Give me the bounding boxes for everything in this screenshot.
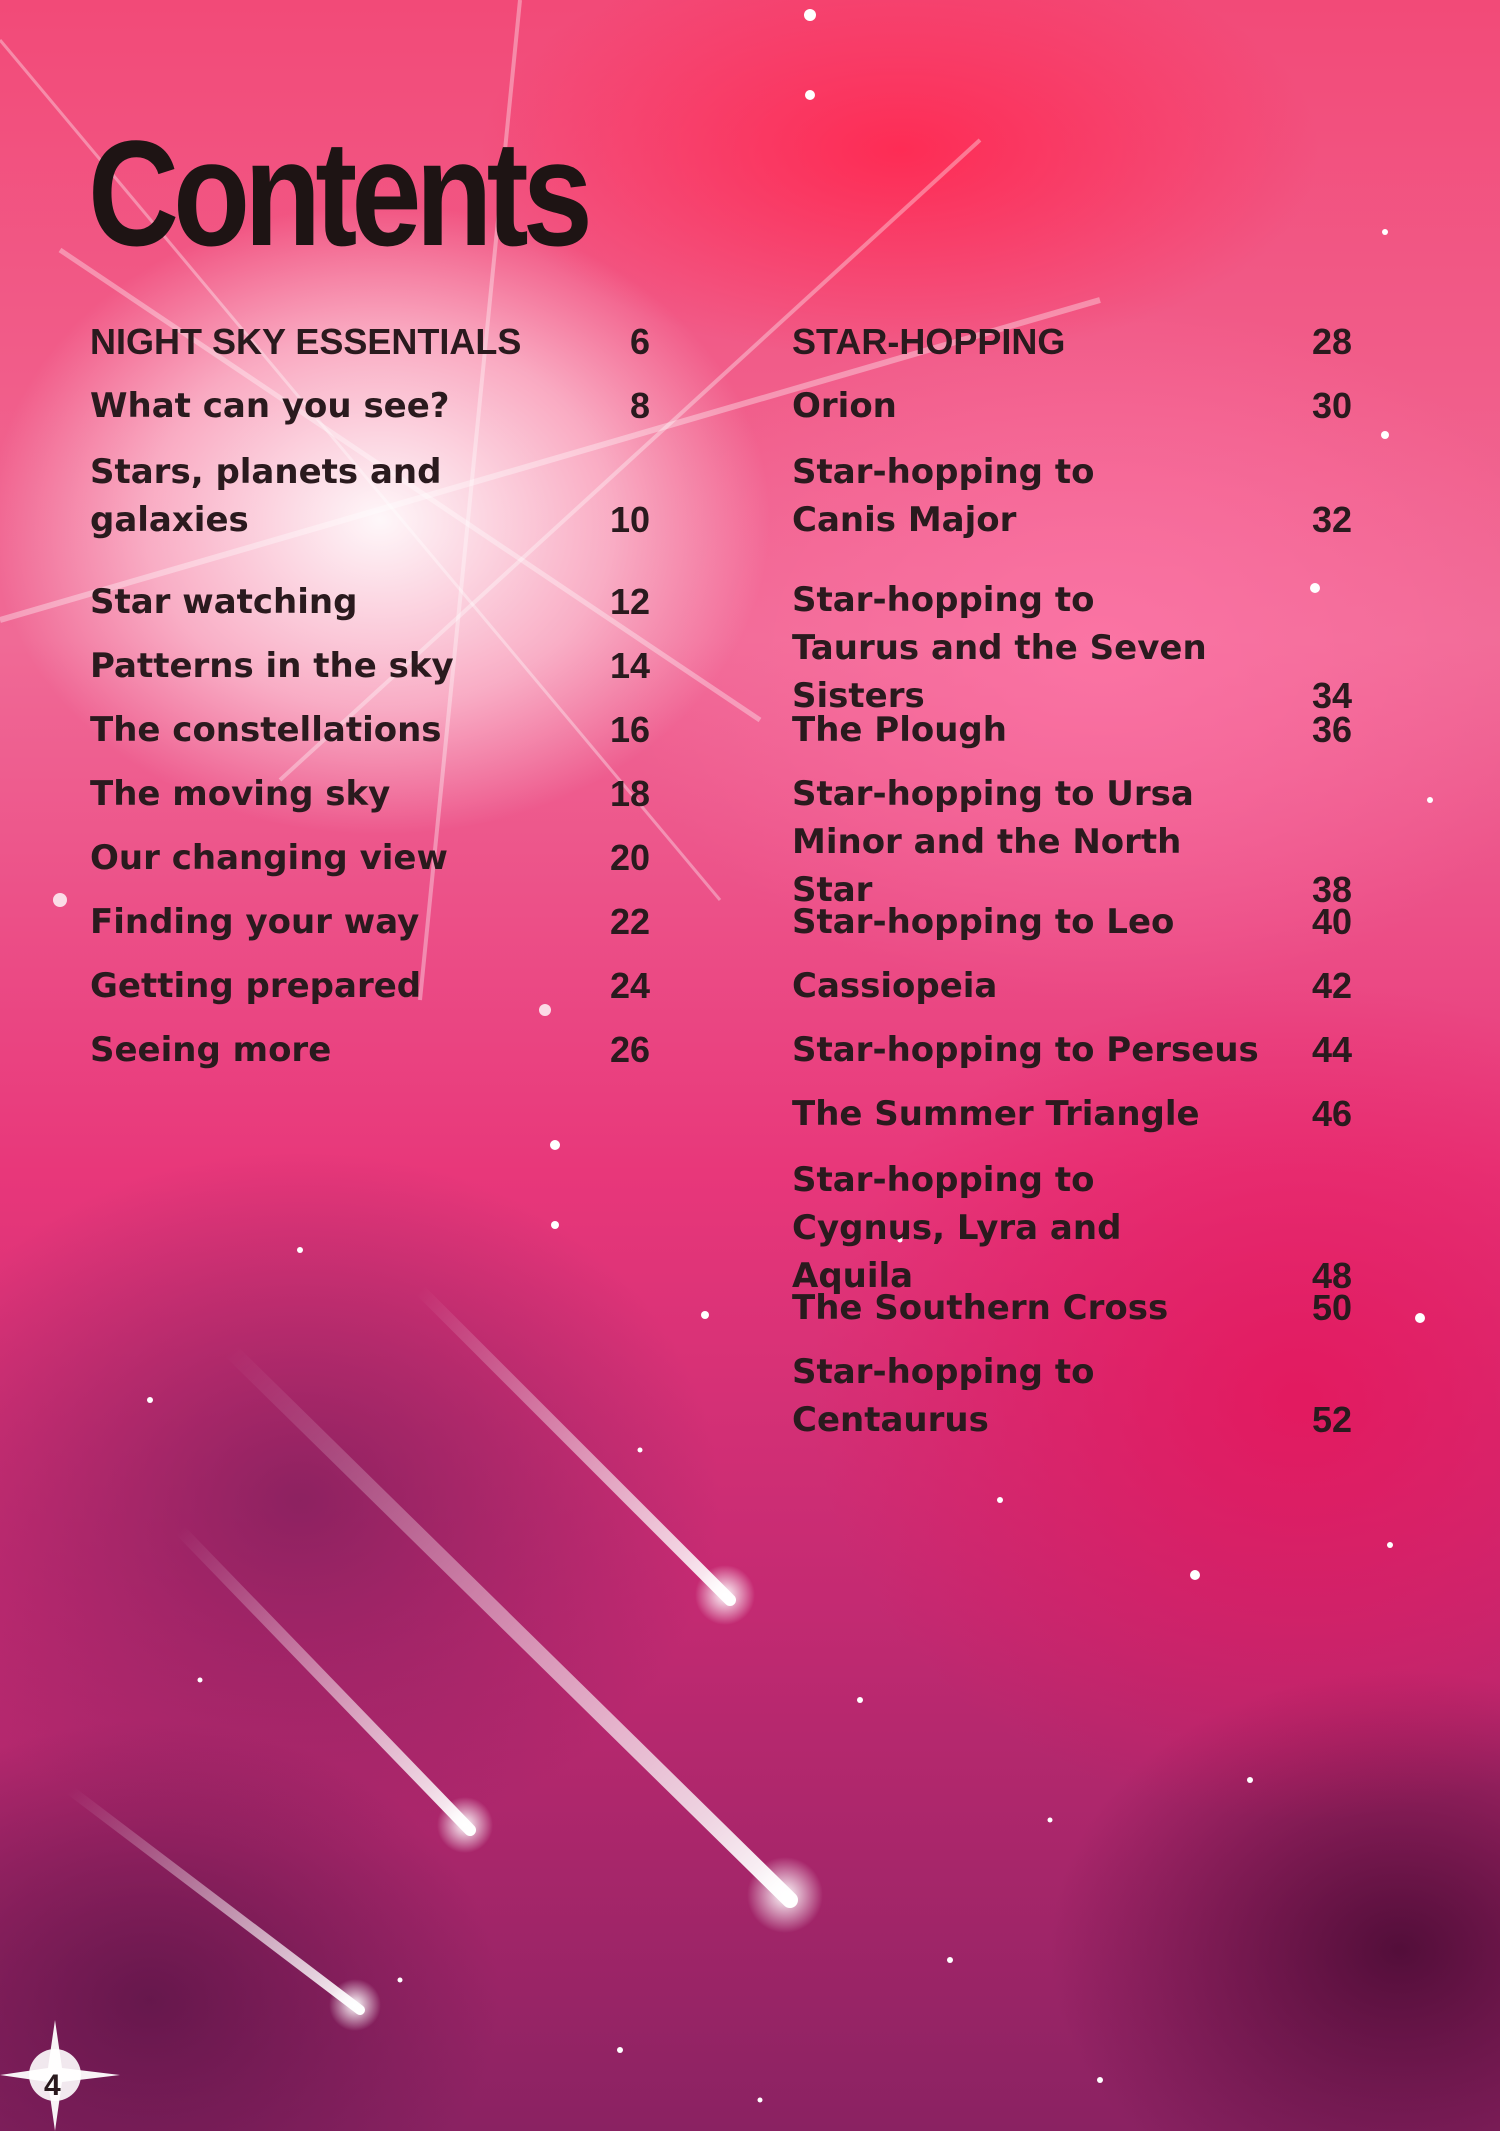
toc-page-number: 30 [1311,385,1352,426]
toc-entry-title: Patterns in the sky [90,646,454,686]
toc-entry-title: Getting prepared [90,966,422,1006]
toc-entry-title: What can you see? [90,386,450,426]
toc-entry-title: NIGHT SKY ESSENTIALS [90,321,522,362]
toc-entry-title: Star-hopping to Canis Major [792,452,1095,540]
toc-entry [792,706,1352,754]
toc-entry-title: The Southern Cross [792,1288,1169,1328]
toc-entry-title: The Summer Triangle [792,1094,1200,1134]
toc-page-number: 46 [1311,1093,1352,1134]
toc-entry [792,1156,1352,1300]
toc-entry-title: The constellations [90,710,442,750]
toc-page-number: 44 [1311,1029,1352,1070]
toc-entry [90,382,650,430]
toc-entry [792,1348,1352,1444]
toc-section-heading [90,318,650,366]
toc-entry [90,642,650,690]
toc-page-number: 40 [1311,901,1352,942]
toc-page-number: 26 [609,1029,650,1070]
toc-page-number: 32 [1311,499,1352,540]
toc-entry [90,706,650,754]
toc-entry-title: Star watching [90,582,358,622]
toc-entry [792,1090,1352,1138]
toc-page-number: 16 [609,709,650,750]
toc-entry-title: Orion [792,386,897,426]
toc-page-number: 22 [609,901,650,942]
toc-page-number: 38 [1311,869,1352,910]
toc-entry [792,770,1352,914]
toc-entry [792,962,1352,1010]
toc-entry [90,898,650,946]
toc-entry-title: Stars, planets and galaxies [90,452,442,540]
toc-entry [792,1026,1352,1074]
toc-entry [90,770,650,818]
toc-entry [90,834,650,882]
toc-entry [792,382,1352,430]
toc-page-number: 6 [629,321,650,362]
toc-entry-title: The Plough [792,710,1007,750]
toc-page-number: 52 [1311,1399,1352,1440]
toc-section-heading [792,318,1352,366]
toc-page-number: 20 [609,837,650,878]
toc-entry [792,1284,1352,1332]
toc-page-number: 28 [1311,321,1352,362]
toc-page-number: 42 [1311,965,1352,1006]
toc-entry [90,962,650,1010]
toc-page-number: 8 [629,385,650,426]
toc-page-number: 50 [1311,1287,1352,1328]
toc-page-number: 12 [609,581,650,622]
toc-entry-title: The moving sky [90,774,391,814]
toc-entry-title: Star-hopping to Centaurus [792,1352,1095,1440]
toc-page-number: 48 [1311,1255,1352,1296]
toc-entry-title: STAR-HOPPING [792,321,1066,362]
toc-page-number: 36 [1311,709,1352,750]
toc-entry [90,578,650,626]
toc-page-number: 24 [609,965,650,1006]
page-number: 4 [44,2069,61,2102]
toc-entry-title: Star-hopping to Cygnus, Lyra and Aquila [792,1160,1122,1296]
toc-entry-title: Seeing more [90,1030,332,1070]
toc-page-number: 10 [609,499,650,540]
toc-entry [792,448,1352,544]
toc-entry [792,898,1352,946]
toc-page-number: 34 [1311,675,1352,716]
toc-entry [90,448,650,544]
toc-page-number: 18 [609,773,650,814]
toc-entry [90,1026,650,1074]
toc-entry [792,576,1352,720]
toc-entry-title: Our changing view [90,838,448,878]
page-title: Contents [88,109,587,277]
toc-page-number: 14 [609,645,650,686]
toc-entry-title: Star-hopping to Ursa Minor and the North Star [792,774,1194,910]
shooting-stars [70,1290,823,2031]
toc-entry-title: Star-hopping to Taurus and the Seven Sisters [792,580,1207,716]
toc-entry-title: Star-hopping to Perseus [792,1030,1259,1070]
toc-entry-title: Cassiopeia [792,966,998,1006]
toc-entry-title: Star-hopping to Leo [792,902,1175,942]
toc-entry-title: Finding your way [90,902,420,942]
